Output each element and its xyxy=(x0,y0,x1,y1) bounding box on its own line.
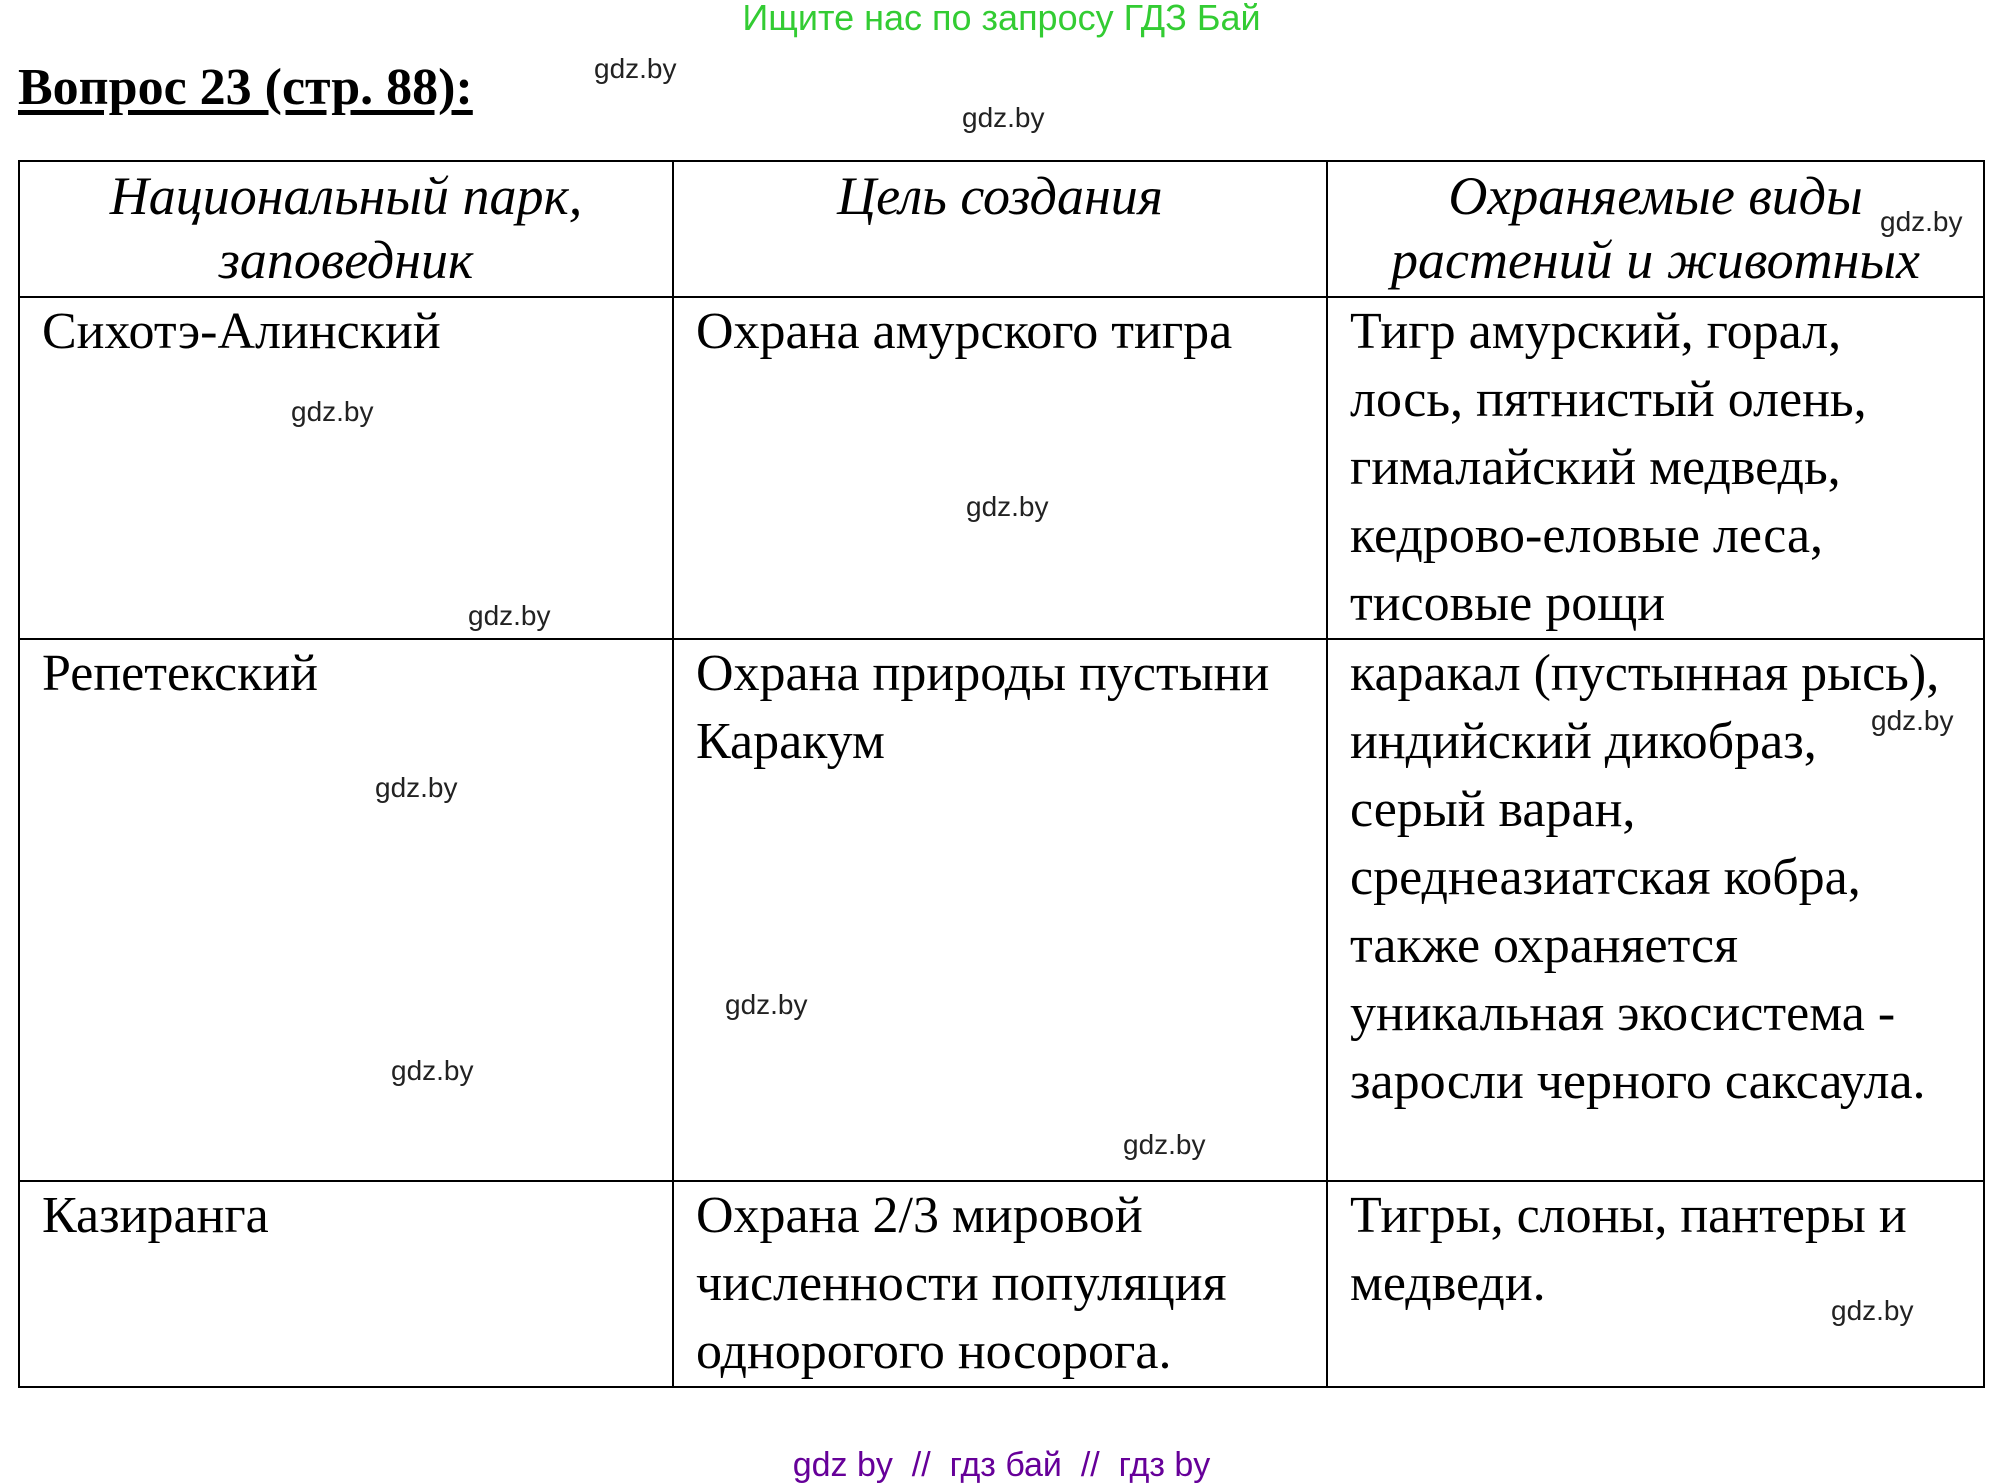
header-purpose: Цель создания xyxy=(673,161,1327,297)
park-name: Репетекский xyxy=(19,639,673,1181)
park-purpose: Охрана амурского тигра xyxy=(673,297,1327,639)
header-park: Национальный парк, заповедник xyxy=(19,161,673,297)
watermark: gdz.by xyxy=(966,491,1049,522)
watermark: gdz.by xyxy=(1880,206,1963,237)
watermark: gdz.by xyxy=(468,600,551,631)
table-header-row xyxy=(19,161,1984,297)
reserves-table xyxy=(18,160,1985,1388)
park-name: Сихотэ-Алинский xyxy=(19,297,673,639)
header-species: Охраняемые виды растений и животных xyxy=(1327,161,1984,297)
table-row xyxy=(19,1181,1984,1387)
watermark: gdz.by xyxy=(962,102,1045,133)
park-species: каракал (пустынная рысь), индийский дикобраз, серый варан, среднеазиатская кобра, также охраняется уникальная экосистема - заросли черного саксаула. xyxy=(1327,639,1984,1181)
watermark: gdz.by xyxy=(1871,705,1954,736)
park-purpose: Охрана 2/3 мировой численности популяция однорогого носорога. xyxy=(673,1181,1327,1387)
park-purpose: Охрана природы пустыни Каракум xyxy=(673,639,1327,1181)
watermark: gdz.by xyxy=(391,1055,474,1086)
park-name: Казиранга xyxy=(19,1181,673,1387)
table-row xyxy=(19,297,1984,639)
park-species: Тигры, слоны, пантеры и медведи. xyxy=(1327,1181,1984,1387)
footer-links: gdz by // гдз бай // гдз by xyxy=(792,1446,1211,1484)
question-heading: Вопрос 23 (стр. 88): xyxy=(18,59,473,116)
watermark: gdz.by xyxy=(1123,1129,1206,1160)
table-row xyxy=(19,639,1984,1181)
park-species: Тигр амурский, горал, лось, пятнистый олень, гималайский медведь, кедрово-еловые леса, тисовые рощи xyxy=(1327,297,1984,639)
watermark: gdz.by xyxy=(725,989,808,1020)
watermark: gdz.by xyxy=(291,396,374,427)
watermark: gdz.by xyxy=(375,772,458,803)
watermark: gdz.by xyxy=(1831,1295,1914,1326)
watermark: gdz.by xyxy=(594,53,677,84)
search-banner: Ищите нас по запросу ГДЗ Бай xyxy=(742,0,1261,38)
